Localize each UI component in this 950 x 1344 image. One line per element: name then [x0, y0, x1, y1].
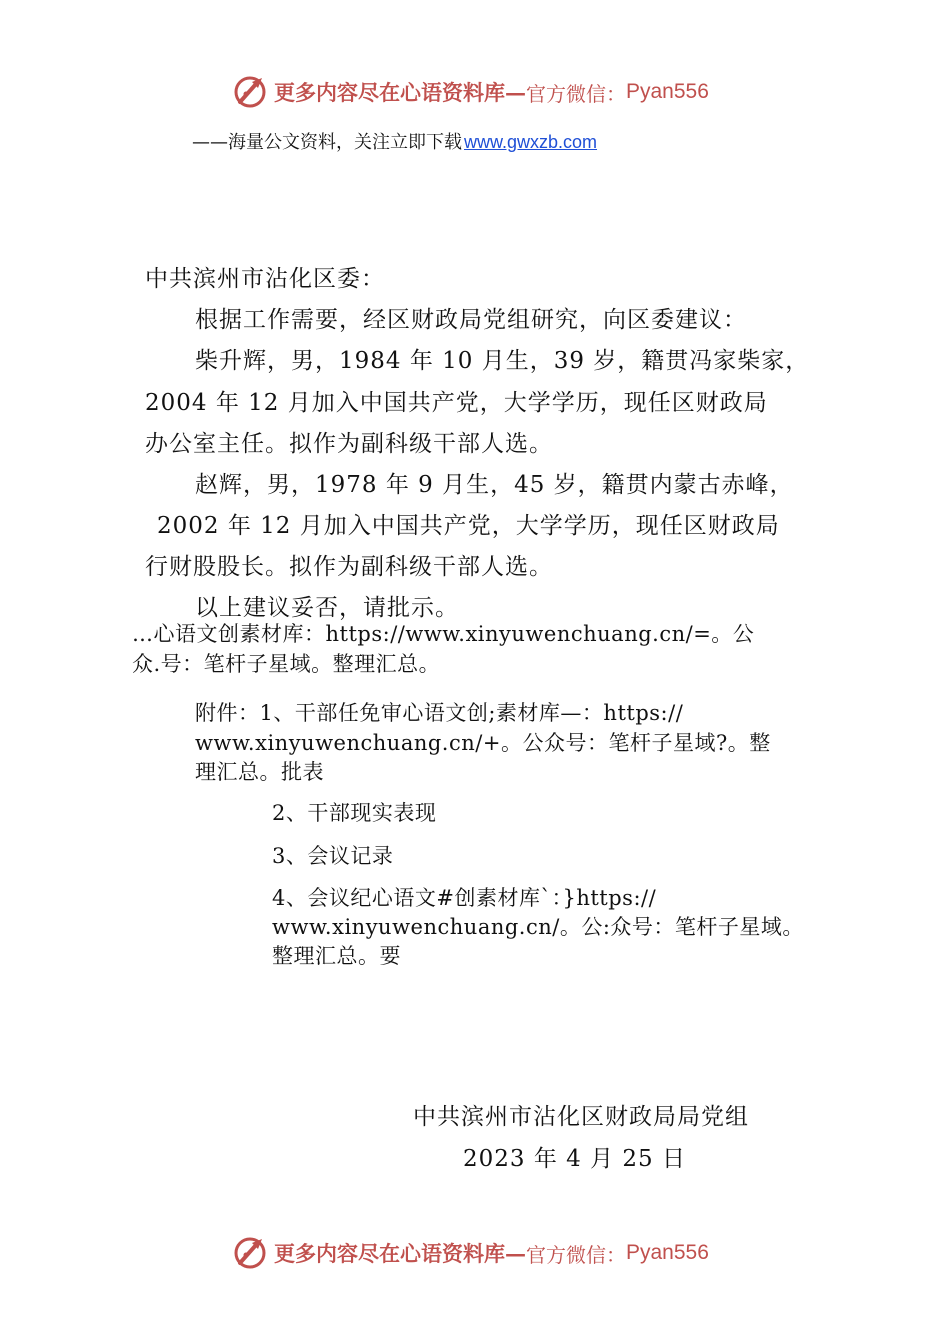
candidate1-line1: 柴升辉，男，1984 年 10 月生，39 岁，籍贯冯家柴家， — [195, 348, 810, 374]
attachment4-line2: www.xinyuwenchuang.cn/。公:众号：笔杆子星域。 — [272, 915, 804, 939]
header-wechat-id: Pyan556 — [626, 80, 709, 103]
brand-logo-icon — [232, 1235, 268, 1271]
header-wechat-label: 官方微信： — [526, 81, 626, 106]
addressee: 中共滨州市沾化区委： — [145, 266, 385, 292]
attachment4-line3: 整理汇总。要 — [272, 944, 401, 968]
header-banner — [232, 72, 709, 112]
footer-banner — [232, 1233, 709, 1273]
signature-date: 2023 年 4 月 25 日 — [463, 1146, 686, 1172]
attachment4-line1: 4、会议纪心语文#创素材库`：}https:// — [272, 886, 657, 910]
request-line: 以上建议妥否，请批示。 — [195, 595, 459, 621]
candidate2-line1: 赵辉，男，1978 年 9 月生，45 岁，籍贯内蒙古赤峰， — [195, 472, 794, 498]
footer-wechat-id: Pyan556 — [626, 1241, 709, 1264]
signature-org: 中共滨州市沾化区财政局局党组 — [413, 1104, 749, 1130]
candidate1-line3: 办公室主任。拟作为副科级干部人选。 — [145, 431, 553, 457]
attachment1-line1: 附件：1、干部任免审心语文创;素材库—：https:// — [195, 701, 684, 725]
subline-link[interactable]: www.gwxzb.com — [464, 132, 598, 152]
watermark-line1: …心语文创素材库：https://www.xinyuwenchuang.cn/=。公 — [132, 622, 755, 646]
brand-logo-icon — [232, 74, 268, 110]
attachment1-line3: 理汇总。批表 — [195, 760, 324, 784]
header-slogan: 更多内容尽在心语资料库— — [274, 80, 526, 105]
candidate2-line3: 行财股股长。拟作为副科级干部人选。 — [145, 554, 553, 580]
attachment1-line2: www.xinyuwenchuang.cn/+。公众号：笔杆子星域?。整 — [195, 731, 771, 755]
subline-text: ——海量公文资料，关注立即下载 — [192, 132, 462, 153]
footer-slogan: 更多内容尽在心语资料库— — [274, 1241, 526, 1266]
intro-paragraph: 根据工作需要，经区财政局党组研究，向区委建议： — [195, 307, 747, 333]
footer-wechat-label: 官方微信： — [526, 1242, 626, 1267]
candidate1-line2: 2004 年 12 月加入中国共产党，大学学历，现任区财政局 — [145, 390, 768, 416]
watermark-line2: 众.号：笔杆子星域。整理汇总。 — [132, 652, 441, 676]
attachment2: 2、干部现实表现 — [272, 801, 437, 825]
candidate2-line2: 2002 年 12 月加入中国共产党，大学学历，现任区财政局 — [157, 513, 780, 539]
attachment3: 3、会议记录 — [272, 844, 394, 868]
header-subline — [192, 128, 597, 154]
